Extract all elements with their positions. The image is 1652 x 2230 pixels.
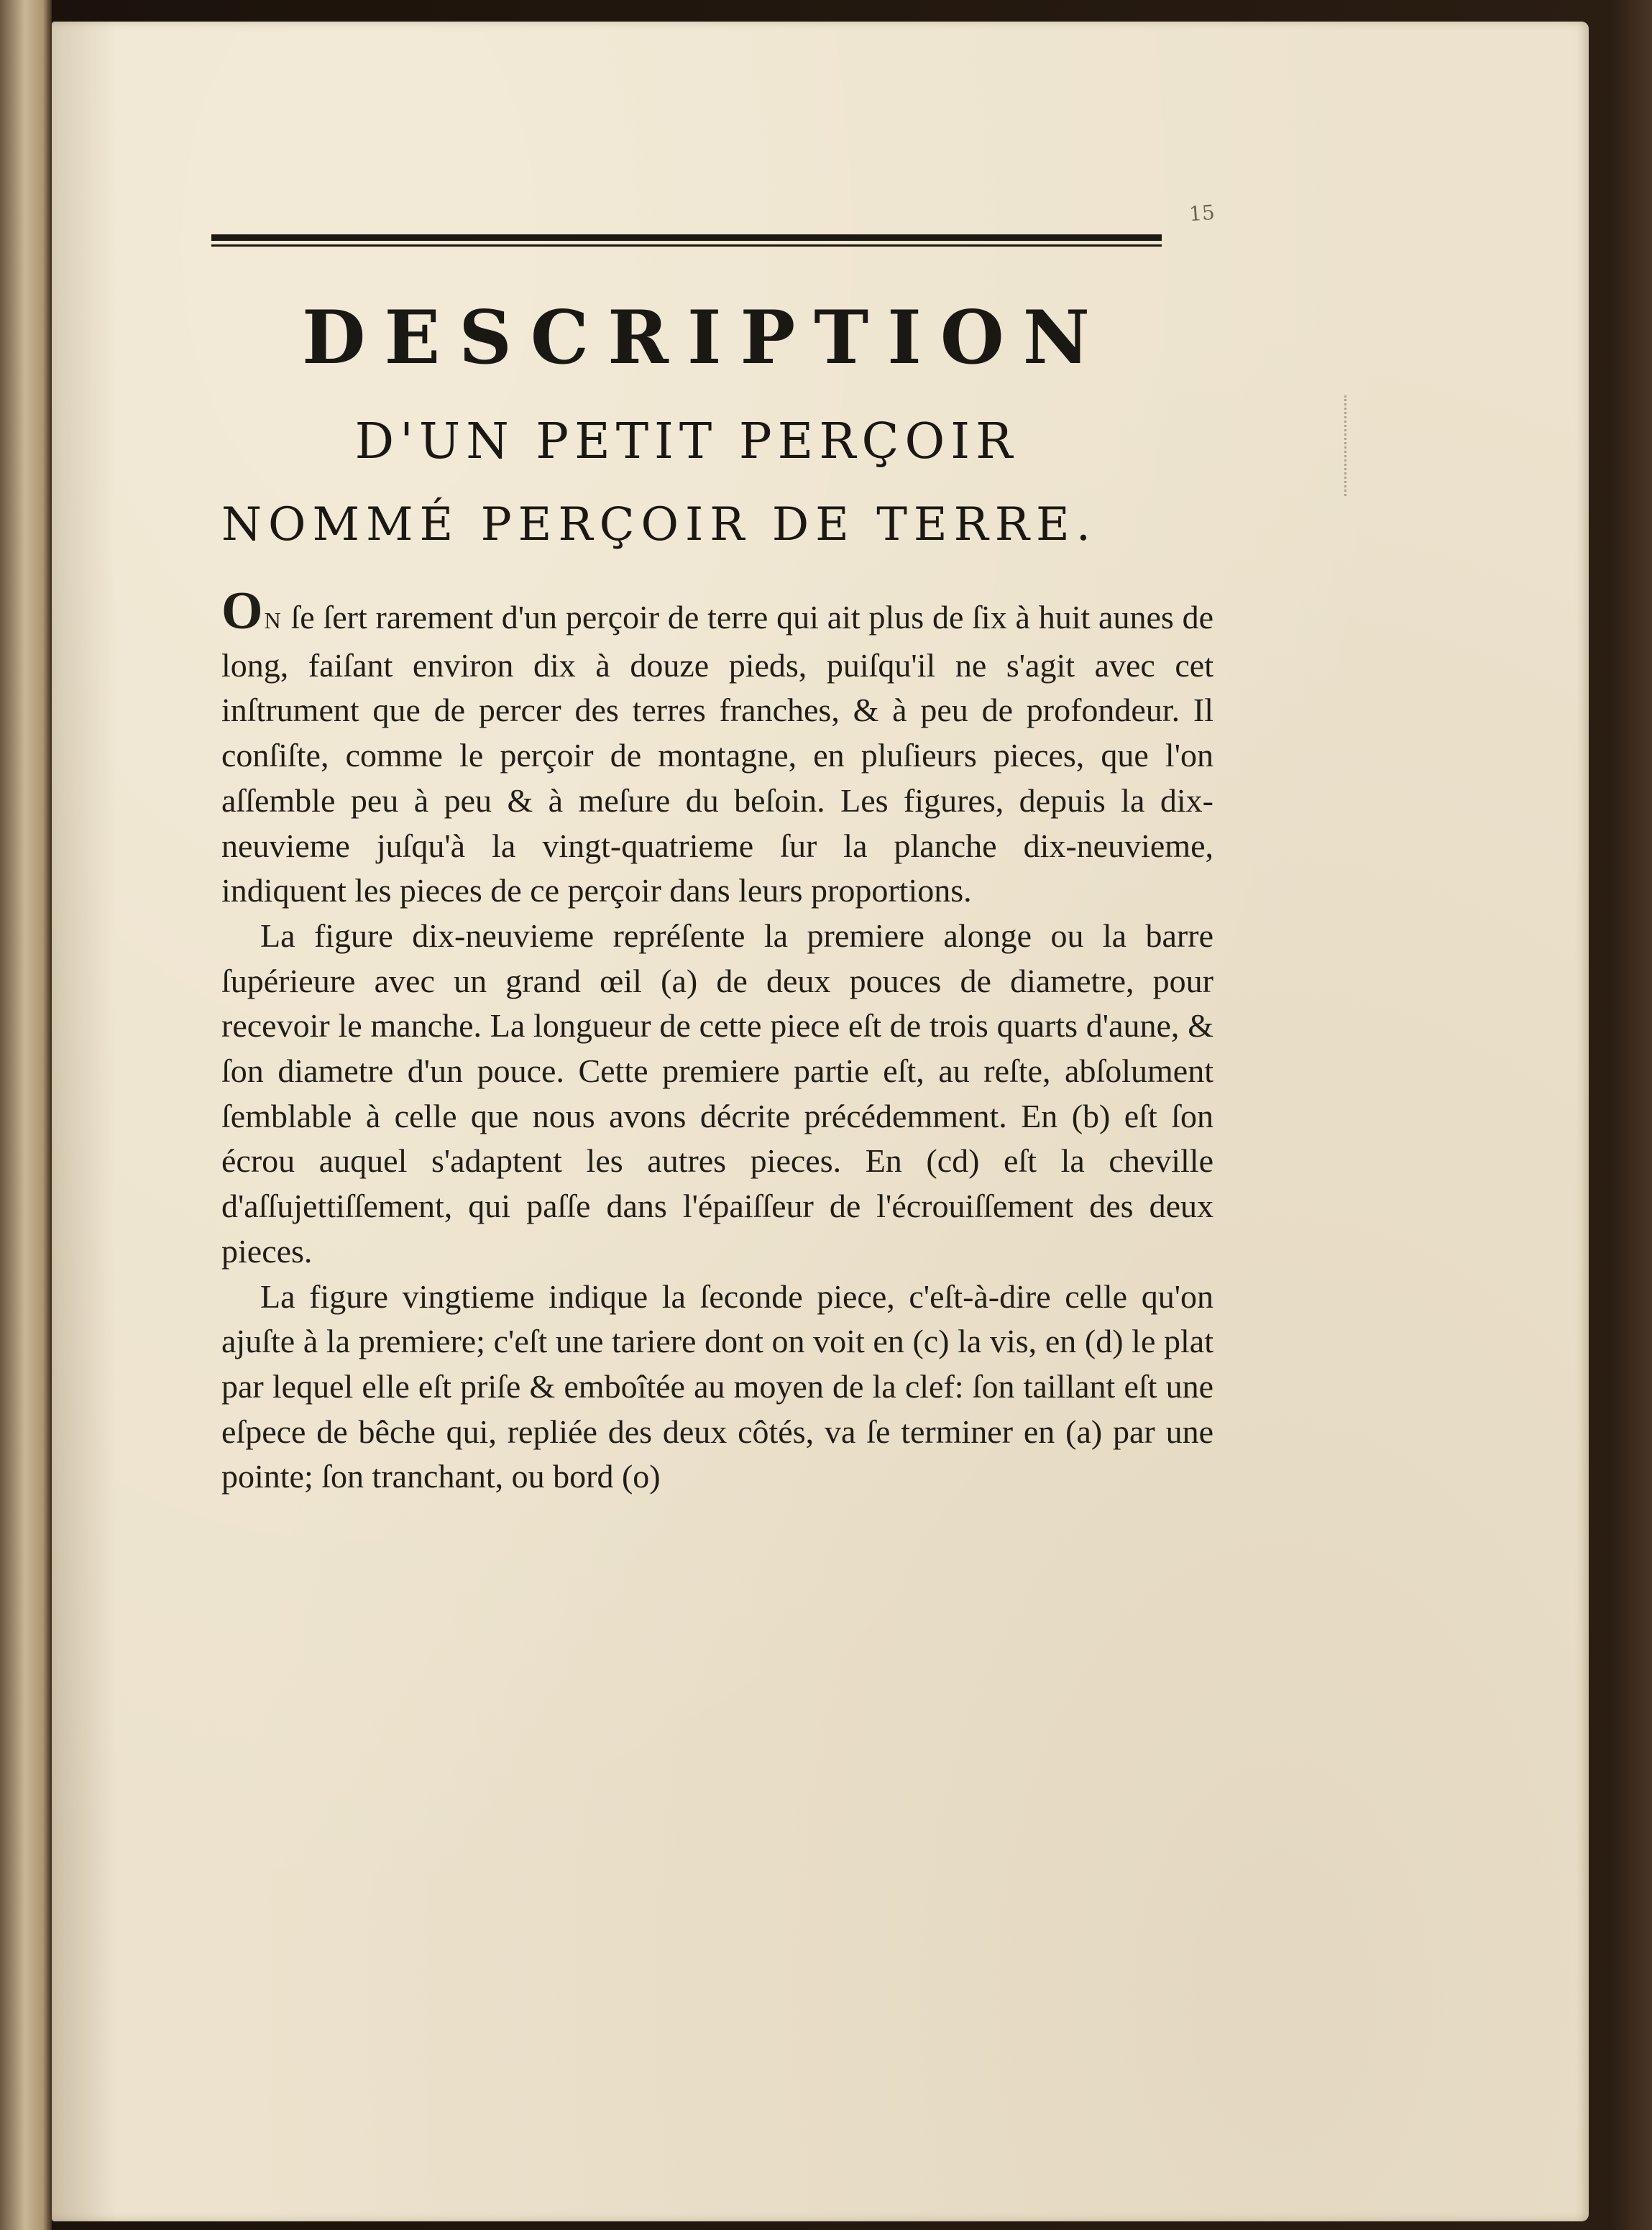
- header-rule-thin: [211, 244, 1162, 247]
- paragraph-3: La figure vingtieme indique la ſeconde piece, c'eſt-à-dire celle qu'on ajuſte à la premiere; c'eſt une tariere dont on voit en (c) la vis, en (d) le plat par lequel elle eſt priſe & emboîtée au moyen de la clef: ſon taillant eſt une eſpece de bêche qui, repliée des deux côtés, va ſe terminer en (a) par une pointe; ſon tranchant, ou bord (o): [221, 1277, 1213, 1495]
- title-percoir-de-terre: NOMMÉ PERÇOIR DE TERRE.: [221, 498, 1098, 551]
- book-page: [52, 22, 1589, 2221]
- margin-marks: [1344, 395, 1355, 496]
- header-double-rule: [211, 234, 1162, 250]
- paragraph-1-text: ſe ſert rarement d'un perçoir de terre qui ait plus de ſix à huit aunes de long, faiſant environ dix à douze pieds, puiſqu'il ne s'agit avec cet inſtrument que de percer des terres franches, & à peu de profondeur. Il conſiſte, comme le perçoir de montagne, en pluſieurs pieces, que l'on aſſemble peu à peu & à meſure du beſoin. Les figures, depuis la dix-neuvieme juſqu'à la vingt-quatrieme ſur la planche dix-neuvieme, indiquent les pieces de ce perçoir dans leurs proportions.: [221, 599, 1213, 909]
- body-text: [221, 582, 1213, 1500]
- small-cap: N: [264, 607, 283, 633]
- page-number: 15: [1188, 200, 1216, 226]
- drop-cap: O: [221, 582, 265, 641]
- header-rule-thick: [211, 234, 1162, 241]
- title-description: DESCRIPTION: [302, 295, 1109, 381]
- paragraph-1: [221, 582, 1213, 914]
- paragraph-2: La figure dix-neuvieme repréſente la premiere alonge ou la barre ſupérieure avec un grand œil (a) de deux pouces de diametre, pour recevoir le manche. La longueur de cette piece eſt de trois quarts d'aune, & ſon diametre d'un pouce. Cette premiere partie eſt, au reſte, abſolument ſemblable à celle que nous avons décrite précédemment. En (b) eſt ſon écrou auquel s'adaptent les autres pieces. En (cd) eſt la cheville d'aſſujettiſſement, qui paſſe dans l'épaiſſeur de l'écrouiſſement des deux pieces.: [221, 917, 1213, 1270]
- title-petit-percoir: D'UN PETIT PERÇOIR: [354, 413, 1019, 470]
- left-page-edge: [0, 0, 52, 2230]
